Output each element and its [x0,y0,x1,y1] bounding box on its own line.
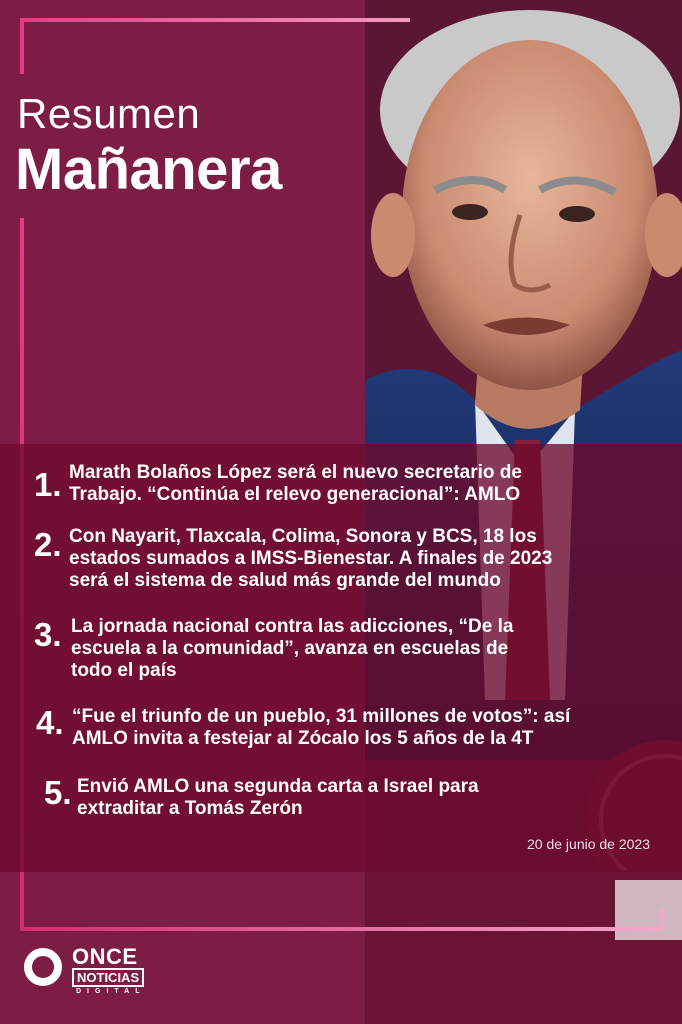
logo-ring-icon [24,948,62,986]
item-number: 3. [34,616,62,653]
item-line: estados sumados a IMSS-Bienestar. A finales de 2023 [69,548,553,569]
publication-date: 20 de junio de 2023 [527,836,650,852]
item-line: “Fue el triunfo de un pueblo, 31 millones de votos”: así [72,706,571,727]
item-line: todo el país [71,660,177,681]
frame-corner-line [20,18,24,74]
item-line: La jornada nacional contra las adicciones, “De la [71,616,514,637]
logo-digital-text: DIGITAL [76,988,146,995]
title-mananera: Mañanera [15,137,282,202]
frame-top-line [20,18,410,22]
item-line: extraditar a Tomás Zerón [77,798,303,819]
item-number: 5. [44,774,72,811]
item-line: Con Nayarit, Tlaxcala, Colima, Sonora y BCS, 18 los [69,526,537,547]
logo-noticias-text: NOTICIAS [72,968,144,987]
item-line: será el sistema de salud más grande del mundo [69,570,501,591]
frame-right-line [660,910,664,931]
item-line: AMLO invita a festejar al Zócalo los 5 años de la 4T [72,728,534,749]
frame-bottom-line [20,927,664,931]
item-line: escuela a la comunidad”, avanza en escuelas de [71,638,509,659]
title-resumen: Resumen [17,90,201,137]
logo-once-text: ONCE [72,944,138,969]
item-line: Trabajo. “Continúa el relevo generacional”: AMLO [69,484,521,505]
item-number: 1. [34,466,62,503]
item-line: Marath Bolaños López será el nuevo secretario de [69,462,522,483]
once-noticias-logo-icon [24,944,174,998]
item-number: 4. [36,704,64,741]
item-number: 2. [34,526,62,563]
item-line: Envió AMLO una segunda carta a Israel para [77,776,479,797]
